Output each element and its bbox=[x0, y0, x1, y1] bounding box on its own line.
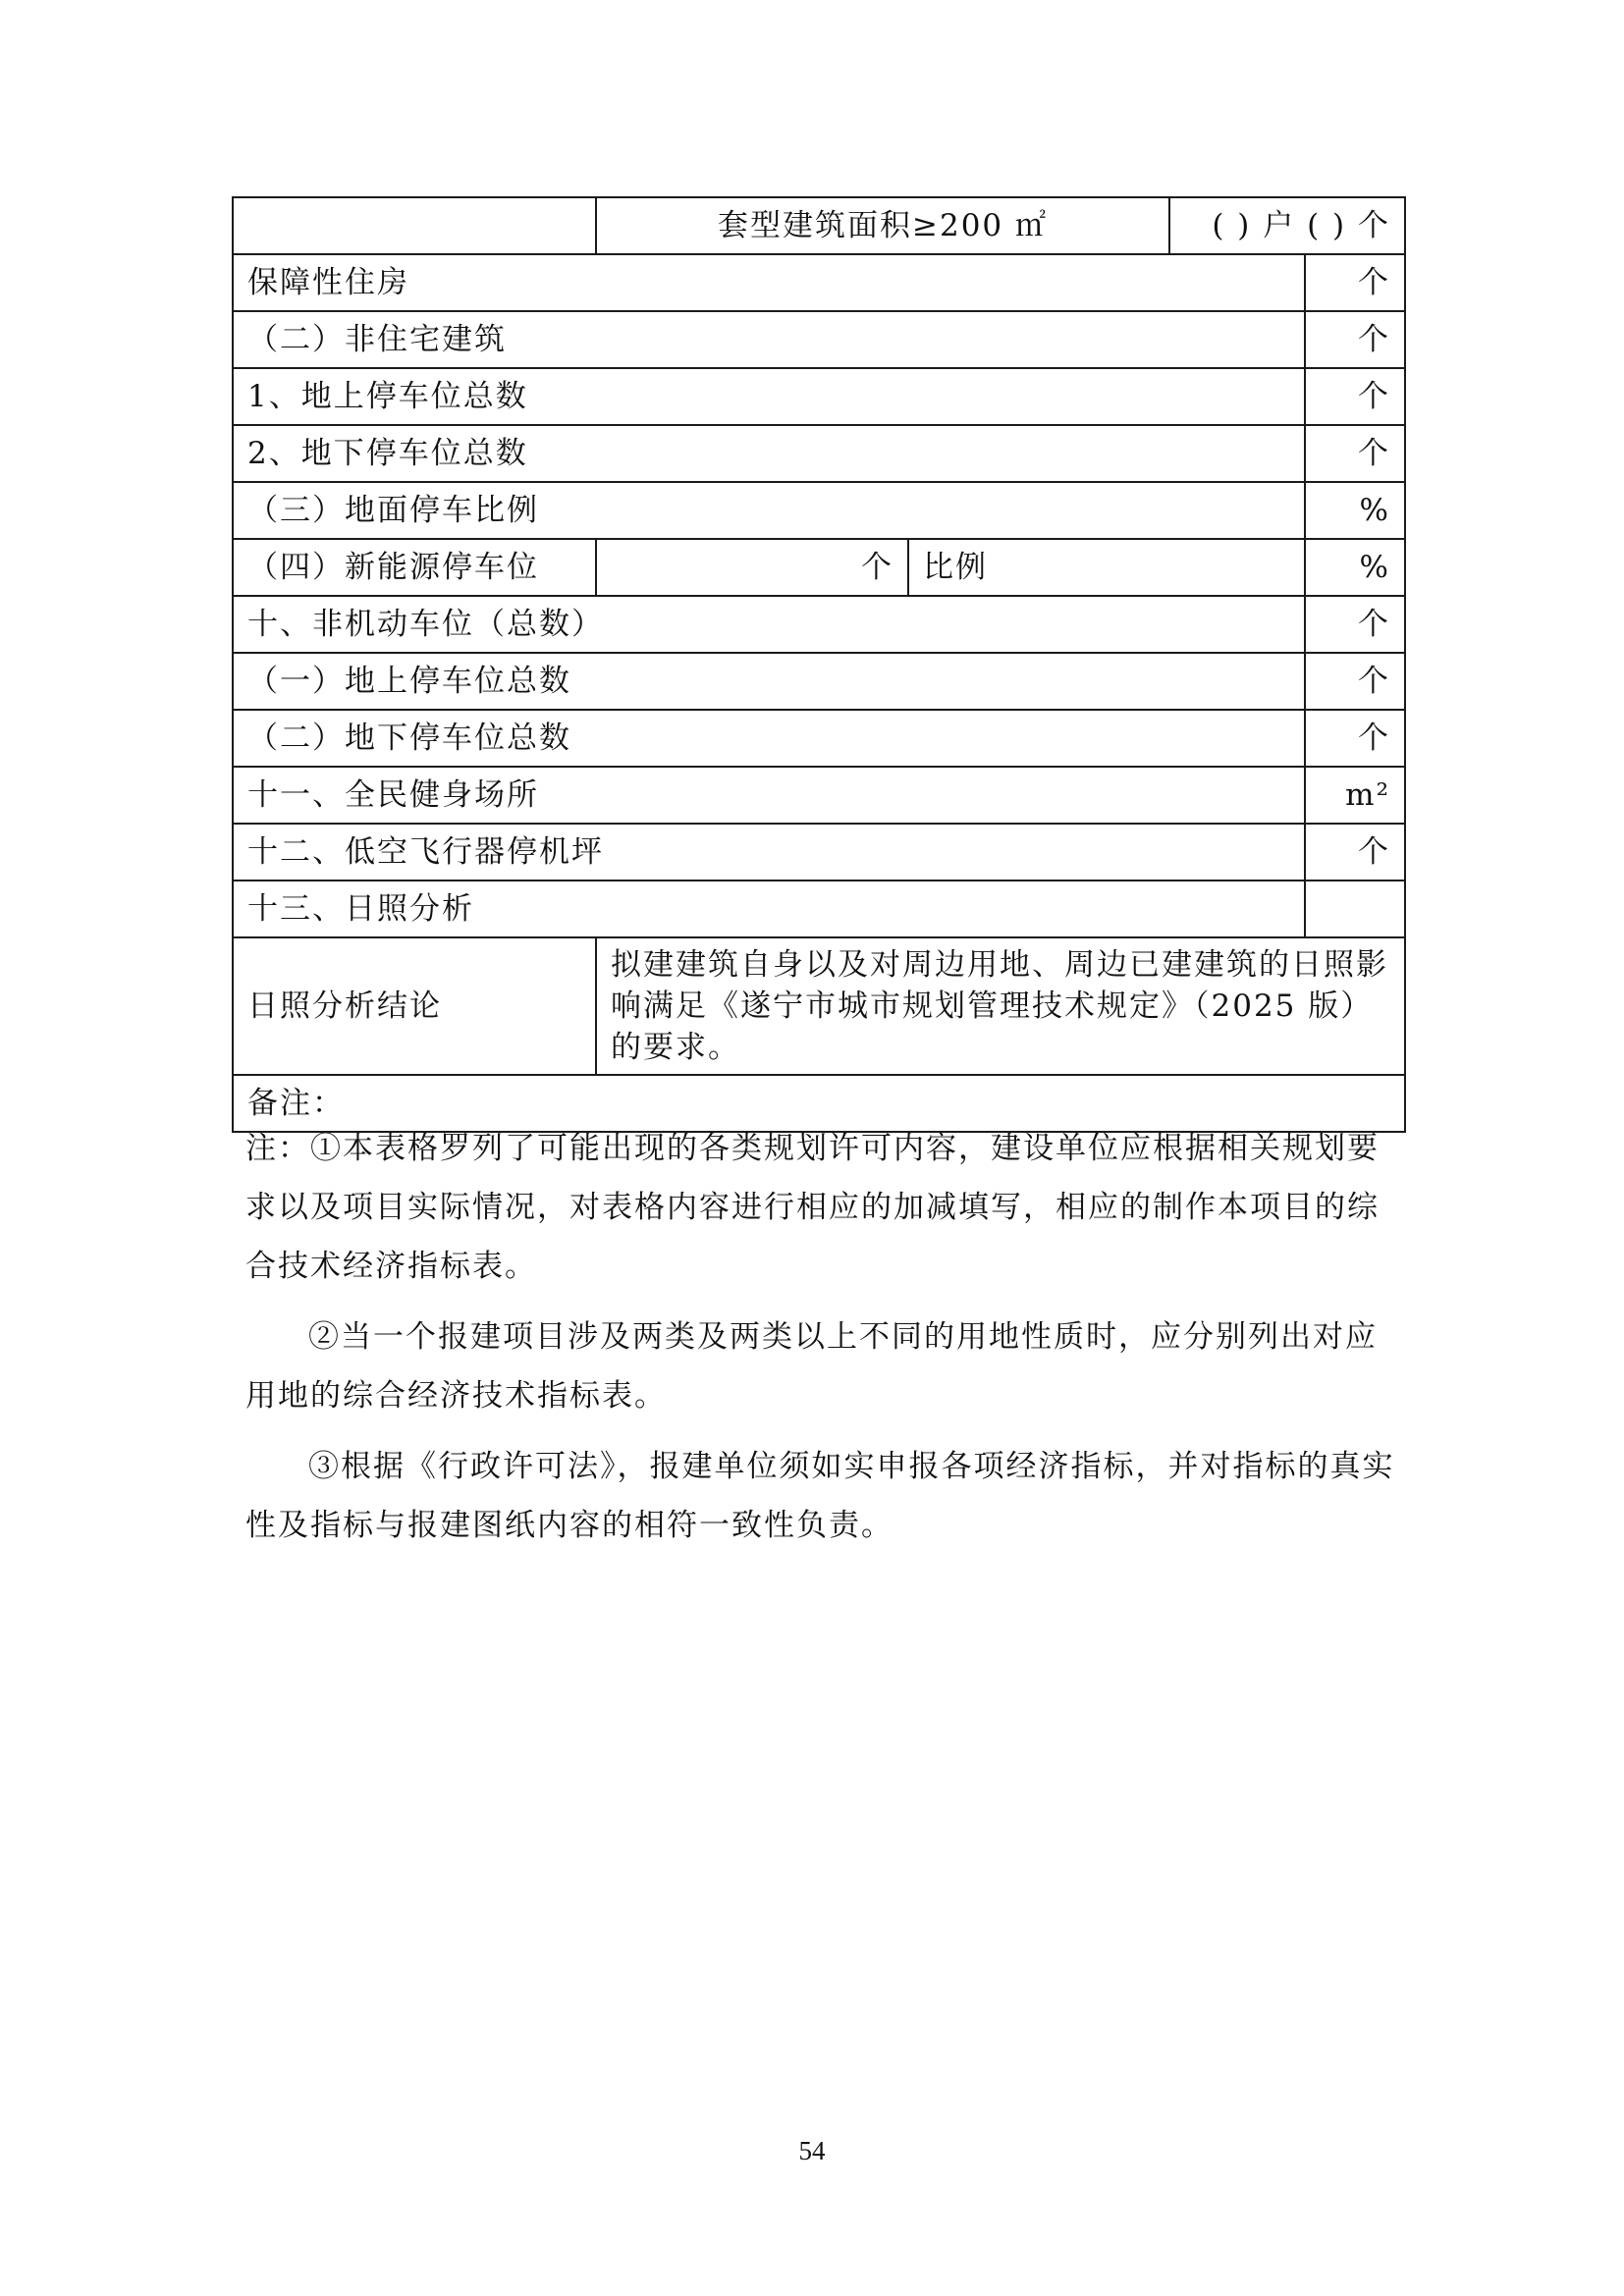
row-label: 十三、日照分析 bbox=[233, 881, 1305, 937]
remarks-label: 备注： bbox=[233, 1075, 1405, 1132]
row-label: （三）地面停车比例 bbox=[233, 482, 1305, 539]
table-row bbox=[233, 311, 1405, 368]
table-row bbox=[233, 937, 1405, 1075]
row-unit: 个 bbox=[1305, 653, 1405, 710]
new-energy-ratio-label: 比例 bbox=[908, 539, 1305, 596]
table-row bbox=[233, 197, 1405, 254]
page-number: 54 bbox=[798, 2136, 826, 2165]
table-row bbox=[233, 596, 1405, 653]
row-unit: 个 bbox=[1305, 596, 1405, 653]
row-label: 1、地上停车位总数 bbox=[233, 368, 1305, 425]
row-label: （一）地上停车位总数 bbox=[233, 653, 1305, 710]
note-1: 注：①本表格罗列了可能出现的各类规划许可内容，建设单位应根据相关规划要求以及项目实际情况，对表格内容进行相应的加减填写，相应的制作本项目的综合技术经济指标表。 bbox=[245, 1131, 1380, 1284]
note-2: ②当一个报建项目涉及两类及两类以上不同的用地性质时，应分别列出对应用地的综合经济技术指标表。 bbox=[245, 1319, 1378, 1414]
table-row bbox=[233, 254, 1405, 311]
new-energy-count-unit: 个 bbox=[596, 539, 908, 596]
empty-cell bbox=[233, 197, 596, 254]
table-row bbox=[233, 767, 1405, 824]
row-label: 保障性住房 bbox=[233, 254, 1305, 311]
suite-area-unit: ( ) 户 ( ) 个 bbox=[1169, 197, 1405, 254]
sunlight-conclusion-label: 日照分析结论 bbox=[233, 937, 596, 1075]
row-unit: 个 bbox=[1305, 824, 1405, 881]
new-energy-ratio-unit: % bbox=[1305, 539, 1405, 596]
row-label: 2、地下停车位总数 bbox=[233, 425, 1305, 482]
row-label: 十、非机动车位（总数） bbox=[233, 596, 1305, 653]
suite-area-label: 套型建筑面积≥200 ㎡ bbox=[596, 197, 1169, 254]
row-unit: 个 bbox=[1305, 311, 1405, 368]
table-row bbox=[233, 368, 1405, 425]
table-row bbox=[233, 653, 1405, 710]
row-label: （二）地下停车位总数 bbox=[233, 710, 1305, 767]
row-unit: 个 bbox=[1305, 710, 1405, 767]
table-row bbox=[233, 425, 1405, 482]
technical-indicators-table bbox=[232, 196, 1406, 1133]
new-energy-label: （四）新能源停车位 bbox=[233, 539, 596, 596]
row-unit: m² bbox=[1305, 767, 1405, 824]
row-label: （二）非住宅建筑 bbox=[233, 311, 1305, 368]
table-row bbox=[233, 881, 1405, 937]
notes-section bbox=[245, 1119, 1404, 1555]
row-unit: 个 bbox=[1305, 425, 1405, 482]
table-row bbox=[233, 710, 1405, 767]
row-unit bbox=[1305, 881, 1405, 937]
sunlight-conclusion-text: 拟建建筑自身以及对周边用地、周边已建建筑的日照影响满足《遂宁市城市规划管理技术规定》（2025 版）的要求。 bbox=[596, 937, 1405, 1075]
row-unit: % bbox=[1305, 482, 1405, 539]
table-row bbox=[233, 482, 1405, 539]
row-label: 十二、低空飞行器停机坪 bbox=[233, 824, 1305, 881]
row-unit: 个 bbox=[1305, 368, 1405, 425]
row-label: 十一、全民健身场所 bbox=[233, 767, 1305, 824]
note-3: ③根据《行政许可法》，报建单位须如实申报各项经济指标，并对指标的真实性及指标与报建图纸内容的相符一致性负责。 bbox=[245, 1449, 1395, 1543]
table-row bbox=[233, 824, 1405, 881]
table-row bbox=[233, 539, 1405, 596]
row-unit: 个 bbox=[1305, 254, 1405, 311]
